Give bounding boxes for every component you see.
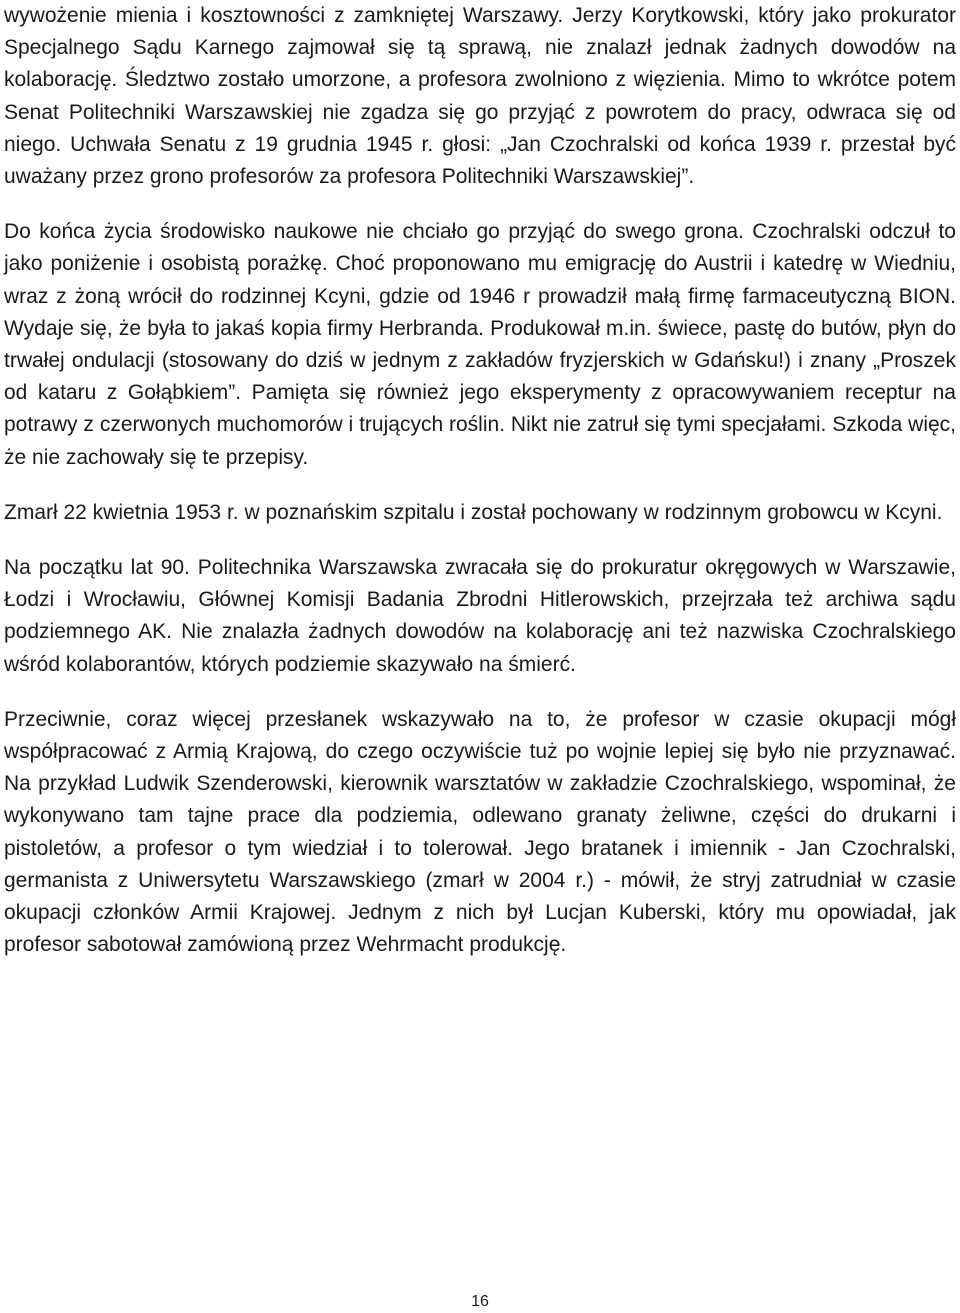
paragraph-3: Zmarł 22 kwietnia 1953 r. w poznańskim szpitalu i został pochowany w rodzinnym grobowcu w Kcyni. — [4, 500, 943, 524]
paragraph-2: Do końca życia środowisko naukowe nie chciało go przyjąć do swego grona. Czochralski odczuł to jako poniżenie i osobistą porażkę. Choć proponowano mu emigrację do Austrii i katedrę w Wiedniu, wraz z żoną wrócił do rodzinnej Kcyni, gdzie od 1946 r prowadził małą firmę farmaceutyczną BION. Wydaje się, że była to jakaś kopia firmy Herbranda. Produkował m.in. świece, pastę do butów, płyn do trwałej ondulacji (stosowany do dziś w jednym z zakładów fryzjerskich w Gdańsku!) i znany „Proszek od kataru z Gołąbkiem”. Pamięta się również jego eksperymenty z opracowywaniem receptur na potrawy z czerwonych muchomorów i trujących roślin. Nikt nie zatruł się tymi specjałami. Szkoda więc, że nie zachowały się te przepisy. — [4, 220, 956, 469]
page-number: 16 — [471, 1293, 489, 1310]
paragraph-1: wywożenie mienia i kosztowności z zamkniętej Warszawy. Jerzy Korytkowski, który jako prokurator Specjalnego Sądu Karnego zajmował się tą sprawą, nie znalazł jednak żadnych dowodów na kolaborację. Śledztwo zostało umorzone, a profesora zwolniono z więzienia. Mimo to wkrótce potem Senat Politechniki Warszawskiej nie zgadza się go przyjąć z powrotem do pracy, odwraca się od niego. Uchwała Senatu z 19 grudnia 1945 r. głosi: „Jan Czochralski od końca 1939 r. przestał być uważany przez grono profesorów za profesora Politechniki Warszawskiej”. — [4, 4, 956, 189]
paragraph-4: Na początku lat 90. Politechnika Warszawska zwracała się do prokuratur okręgowych w Warszawie, Łodzi i Wrocławiu, Głównej Komisji Badania Zbrodni Hitlerowskich, przejrzała też archiwa sądu podziemnego AK. Nie znalazła żadnych dowodów na kolaborację ani też nazwiska Czochralskiego wśród kolaborantów, których podziemie skazywało na śmierć. — [4, 556, 956, 676]
paragraph-5: Przeciwnie, coraz więcej przesłanek wskazywało na to, że profesor w czasie okupacji mógł współpracować z Armią Krajową, do czego oczywiście tuż po wojnie lepiej się było nie przyznawać. Na przykład Ludwik Szenderowski, kierownik warsztatów w zakładzie Czochralskiego, wspominał, że wykonywano tam tajne prace dla podziemia, odlewano granaty żeliwne, części do drukarni i pistoletów, a profesor o tym wiedział i to tolerował. Jego bratanek i imiennik - Jan Czochralski, germanista z Uniwersytetu Warszawskiego (zmarł w 2004 r.) - mówił, że stryj zatrudniał w czasie okupacji członków Armii Krajowej. Jednym z nich był Lucjan Kuberski, który mu opowiadał, jak profesor sabotował zamówioną przez Wehrmacht produkcję. — [4, 707, 956, 957]
document-body — [4, 0, 956, 984]
